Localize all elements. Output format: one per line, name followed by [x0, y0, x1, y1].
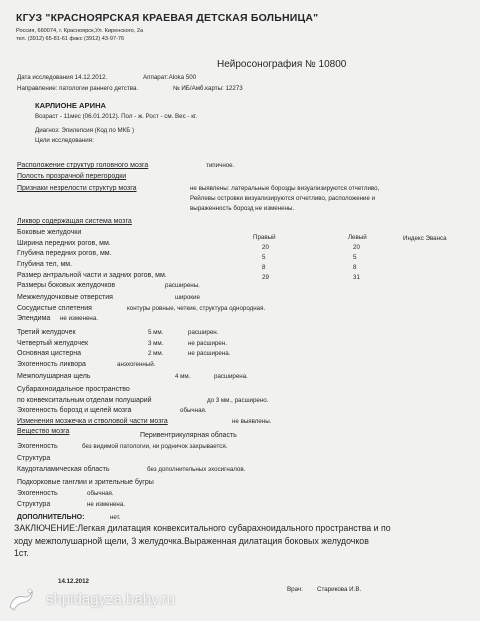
additional-label: ДОПОЛНИТЕЛЬНО: [17, 514, 85, 521]
third-ventricle-value: расширен. [188, 329, 219, 336]
patient-info: Возраст - 11мес (06.01.2012). Пол - ж. Рост - см. Вес - кг. [35, 113, 198, 120]
ependyma-label: Эпендима [17, 315, 51, 322]
ventricle-size-label: Размеры боковых желудочков [17, 282, 116, 289]
exam-date: Дата исследования 14.12.2012. [17, 74, 108, 81]
immaturity-value-1: не выявлены: латеральные борозды визуализируются отчетливо, [190, 185, 380, 192]
lateral-ventricles-label: Боковые желудочки [17, 229, 82, 236]
exam-device: Аппарат:Aloka 500 [143, 74, 197, 81]
caudothalamic-value: без дополнительных эхосигналов. [147, 466, 246, 473]
ganglia-structure-value: не изменена. [87, 501, 126, 508]
additional-value: нет. [110, 514, 121, 521]
brain-structure-value: типичное. [206, 162, 235, 169]
fissure-mm: 4 мм. [175, 373, 191, 380]
conclusion-line-1: ЗАКЛЮЧЕНИЕ:Легкая дилатация конвекситального субарахноидального пространства и по [14, 523, 391, 533]
plexus-label: Сосудистые сплетения [17, 305, 92, 312]
immaturity-value-3: выраженность борозд не изменены. [190, 205, 295, 212]
hospital-address: Россия, 660074, г. Красноярск,Ул. Киренского, 2а [16, 28, 144, 34]
fissure-value: расширена. [214, 373, 248, 380]
row-left: 20 [353, 244, 360, 251]
patient-diagnosis: Диагноз: Эпилепсия (Код по МКБ ) [35, 127, 135, 134]
col-left: Левый [348, 234, 367, 241]
ganglia-structure-label: Структура [17, 501, 51, 508]
immaturity-value-2: Рейлевы островки визуализируются отчетливо, расположение и [190, 195, 376, 202]
row-left: 8 [353, 264, 357, 271]
third-ventricle-label: Третий желудочек [17, 329, 76, 336]
patient-name: КАРЛИОНЕ АРИНА [35, 101, 107, 110]
ganglia-echogenicity-label: Эхогенность [17, 490, 58, 497]
cerebellum-value: не выявлены. [232, 418, 272, 425]
watermark-text: shpidagyza.baby.ru [46, 591, 175, 608]
exam-card-number: № ИБ/Амб.карты: 12273 [173, 85, 243, 92]
row-label: Размер антральной части и задних рогов, мм. [17, 272, 167, 279]
conclusion-line-2: ходу межполушарной щели, 3 желудочка.Выраженная дилатация боковых желудочков [14, 536, 369, 546]
row-label: Глубина тел, мм. [17, 261, 73, 268]
row-left: 5 [353, 254, 357, 261]
cistern-value: не расширена. [188, 350, 231, 357]
row-right: 5 [262, 254, 266, 261]
row-right: 20 [262, 244, 269, 251]
interventricular-value: широкие [175, 294, 200, 301]
caudothalamic-label: Каудоталамическая область [17, 466, 110, 473]
exam-direction: Направление: патологии раннего детства. [17, 85, 139, 92]
stork-logo-icon [6, 585, 36, 613]
cistern-mm: 2 мм. [148, 350, 164, 357]
subarachnoid-value: до 3 мм., расширено. [207, 397, 269, 404]
ventricle-size-value: расширены. [165, 282, 200, 289]
fourth-ventricle-value: не расширен. [188, 340, 227, 347]
hospital-name: КГУЗ "КРАСНОЯРСКАЯ КРАЕВАЯ ДЕТСКАЯ БОЛЬНИЦА" [16, 12, 319, 24]
sulci-value: обычная. [180, 407, 207, 414]
fissure-label: Межполушарная щель [17, 373, 91, 380]
cerebellum-label: Изменения мозжечка и стволовой части мозга [17, 418, 168, 425]
hospital-phones: тел. (3912) 65-81-61 факс (3912) 43-97-76 [16, 36, 125, 42]
col-evans-index: Индекс Эванса [403, 235, 447, 242]
col-right: Правый [253, 234, 276, 241]
ganglia-label: Подкорковые ганглии и зрительные бугры [17, 479, 154, 486]
plexus-value: контуры ровные, четкие, структура однородная. [127, 305, 266, 312]
brain-matter-label: Вещество мозга [17, 428, 70, 435]
matter-echogenicity-value: без видимой патологии, ни родничок захрывается. [82, 443, 228, 450]
septum-cavity-label: Полость прозрачной перегородки [17, 173, 127, 180]
csf-echogenicity-value: анэхогенный. [117, 361, 156, 368]
third-ventricle-mm: 5 мм. [148, 329, 164, 336]
row-label: Ширина передних рогов, мм. [17, 240, 111, 247]
row-right: 29 [262, 274, 269, 281]
csf-heading: Ликвор содержащая система мозга [17, 218, 132, 225]
fourth-ventricle-label: Четвертый желудочек [17, 340, 89, 347]
matter-echogenicity-label: Эхогенность [17, 443, 58, 450]
document-title: Нейросонография № 10800 [217, 59, 347, 70]
row-right: 8 [262, 264, 266, 271]
sulci-label: Эхогенность борозд и щелей мозга [17, 407, 132, 414]
row-left: 31 [353, 274, 360, 281]
doctor-name: Старикова И.В. [317, 586, 362, 593]
ganglia-echogenicity-value: обычная. [87, 490, 114, 497]
periventricular-label: Перивентрикулярная область [140, 432, 237, 439]
immaturity-label: Признаки незрелости структур мозга [17, 185, 137, 192]
ependyma-value: не изменена. [60, 315, 99, 322]
fourth-ventricle-mm: 3 мм. [148, 340, 164, 347]
subarachnoid-label-2: по конвекситальным отделам полушарий [17, 397, 152, 404]
matter-structure-label: Структура [17, 455, 51, 462]
row-label: Глубина передних рогов, мм. [17, 250, 112, 257]
brain-structure-label: Расположение структур головного мозга [17, 162, 149, 169]
subarachnoid-label-1: Субарахноидальное пространство [17, 386, 130, 393]
cistern-label: Основная цистерна [17, 350, 82, 357]
interventricular-label: Межжелудочковые отверстия [17, 294, 113, 301]
conclusion-line-3: 1ст. [14, 548, 29, 558]
exam-goals: Цели исследования: [35, 137, 94, 144]
doctor-label: Врач: [287, 586, 303, 593]
csf-echogenicity-label: Эхогенность ликвора [17, 361, 86, 368]
footer-date: 14.12.2012 [58, 578, 89, 585]
